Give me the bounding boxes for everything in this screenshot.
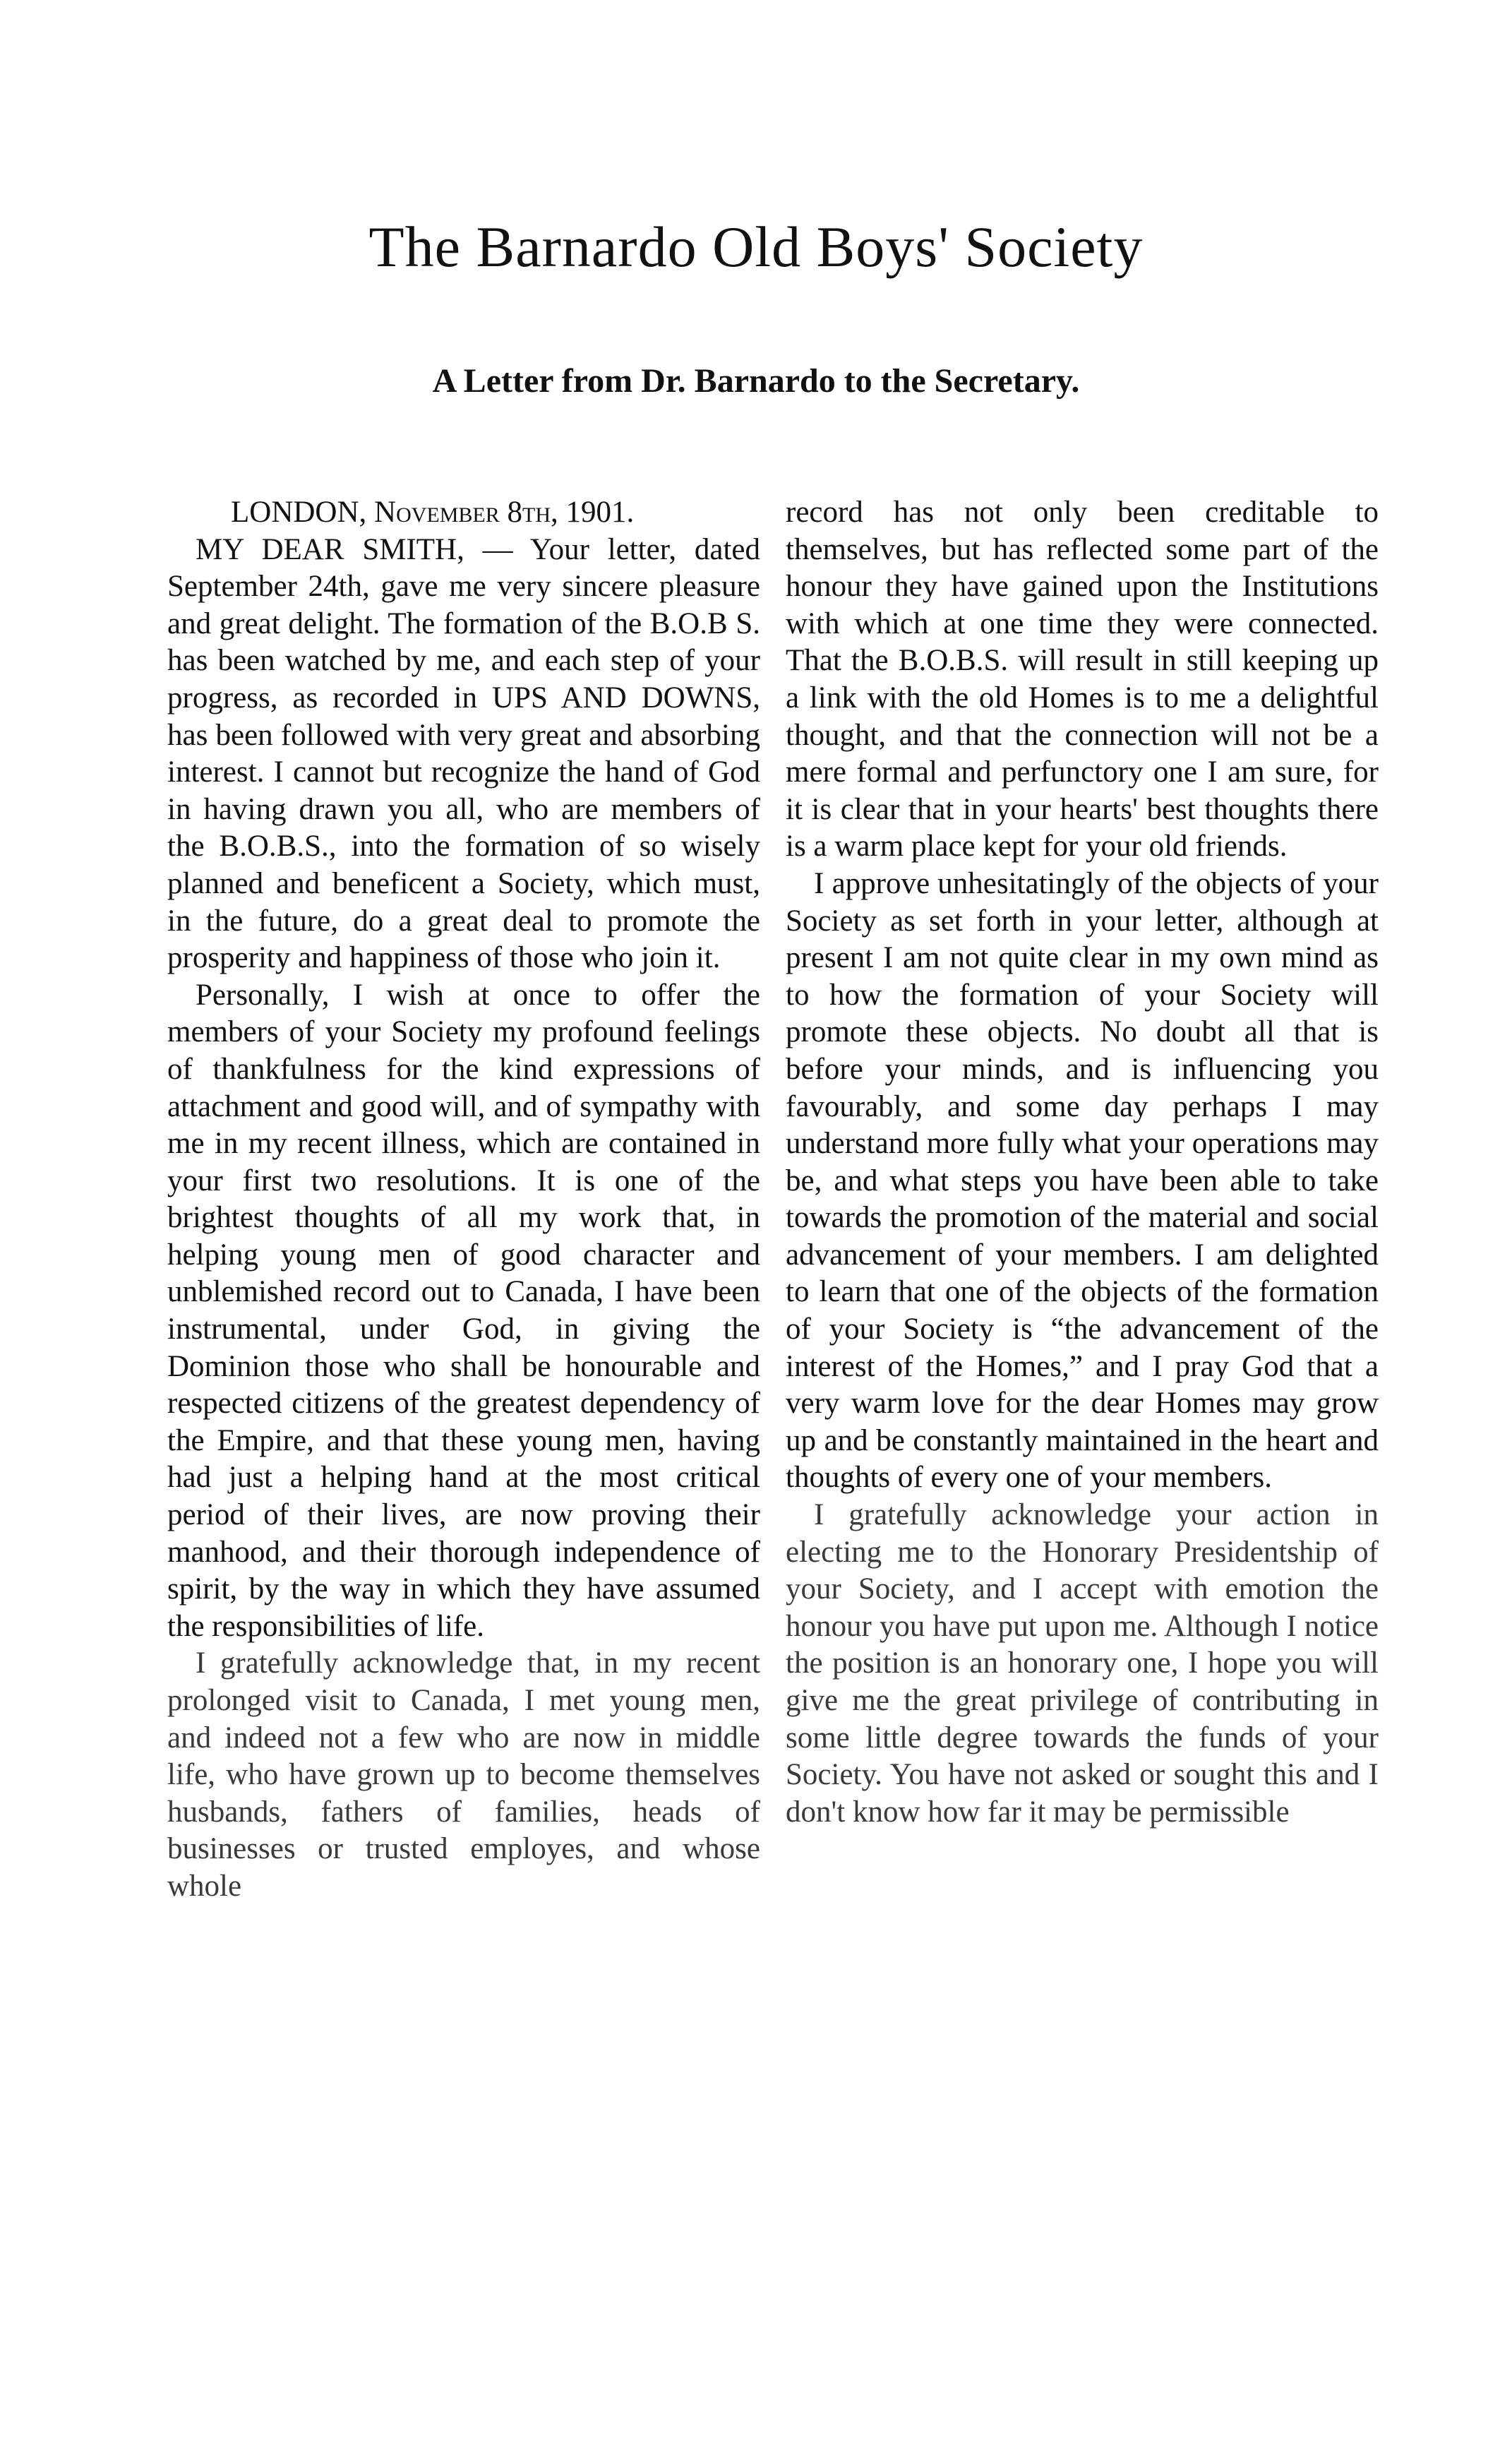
letter-paragraph-continued: record has not only been creditable to themselves, but has reflected some part of the honour they have gained upon the Institutions with which at one time they were connected. That the B.O.B.S. will result in still keeping up a link with the old Homes is to me a delightful thought, and that the connection will not be a mere formal and perfunctory one I am sure, for it is clear that in your hearts' best thoughts there is a warm place kept for your old friends. <box>786 496 1379 863</box>
letter-paragraph-1 <box>167 532 760 977</box>
salutation: MY DEAR SMITH, — <box>196 532 513 566</box>
letter-paragraph-5: I gratefully acknowledge your action in electing me to the Honorary Presidentship of your Society, and I accept with emotion the honour you have put upon me. Although I notice the position is an honorary one, I hope you will give me the great privilege of contributing in some little degree towards the funds of your Society. You have not asked or sought this and I don't know how far it may be permissible <box>786 1498 1379 1829</box>
left-column <box>167 494 760 1906</box>
paragraph-text: Your letter, dated September 24th, gave me very sincere pleasure and great delight. The formation of the B.O.B S. has been watched by me, and each step of your progress, as recorded in UPS AND DOWNS, has been followed with very great and absorbing interest. I cannot but recognize the hand of God in having drawn you all, who are members of the B.O.B.S., into the formation of so wisely planned and beneficent a Society, which must, in the future, do a great deal to promote the prosperity and happiness of those who join it. <box>167 532 761 975</box>
letter-paragraph-4: I approve unhesitatingly of the objects of your Society as set forth in your letter, although at present I am not quite clear in my own mind as to how the formation of your Society will promote these objects. No doubt all that is before your minds, and is influencing you favourably, and some day perhaps I may understand more fully what your operations may be, and what steps you have been able to take towards the promotion of the material and social advancement of your members. I am delighted to learn that one of the objects of the formation of your Society is “the advancement of the interest of the Homes,” and I pray God that a very warm love for the dear Homes may grow up and be constantly maintained in the heart and thoughts of every one of your members. <box>786 866 1379 1495</box>
right-column <box>786 494 1379 1831</box>
letter-paragraph-3: I gratefully acknowledge that, in my recent prolonged visit to Canada, I met young men, and indeed not a few who are now in middle life, who have grown up to become themselves husbands, fathers of families, heads of businesses or trusted employes, and whose whole <box>167 1646 760 1903</box>
letter-paragraph-2: Personally, I wish at once to offer the members of your Society my profound feelings of thankfulness for the kind expressions of attachment and good will, and of sympathy with me in my recent illness, which are contained in your first two resolutions. It is one of the brightest thoughts of all my work that, in helping young men of good character and unblemished record out to Canada, I have been instrumental, under God, in giving the Dominion those who shall be honourable and respected citizens of the greatest dependency of the Empire, and that these young men, having had just a helping hand at the most critical period of their lives, are now proving their manhood, and their thorough independence of spirit, by the way in which they have assumed the responsibilities of life. <box>167 978 760 1643</box>
dateline: LONDON, November 8th, 1901. <box>231 496 635 529</box>
page-subtitle: A Letter from Dr. Barnardo to the Secretary. <box>432 362 1080 400</box>
page-title: The Barnardo Old Boys' Society <box>368 215 1144 279</box>
